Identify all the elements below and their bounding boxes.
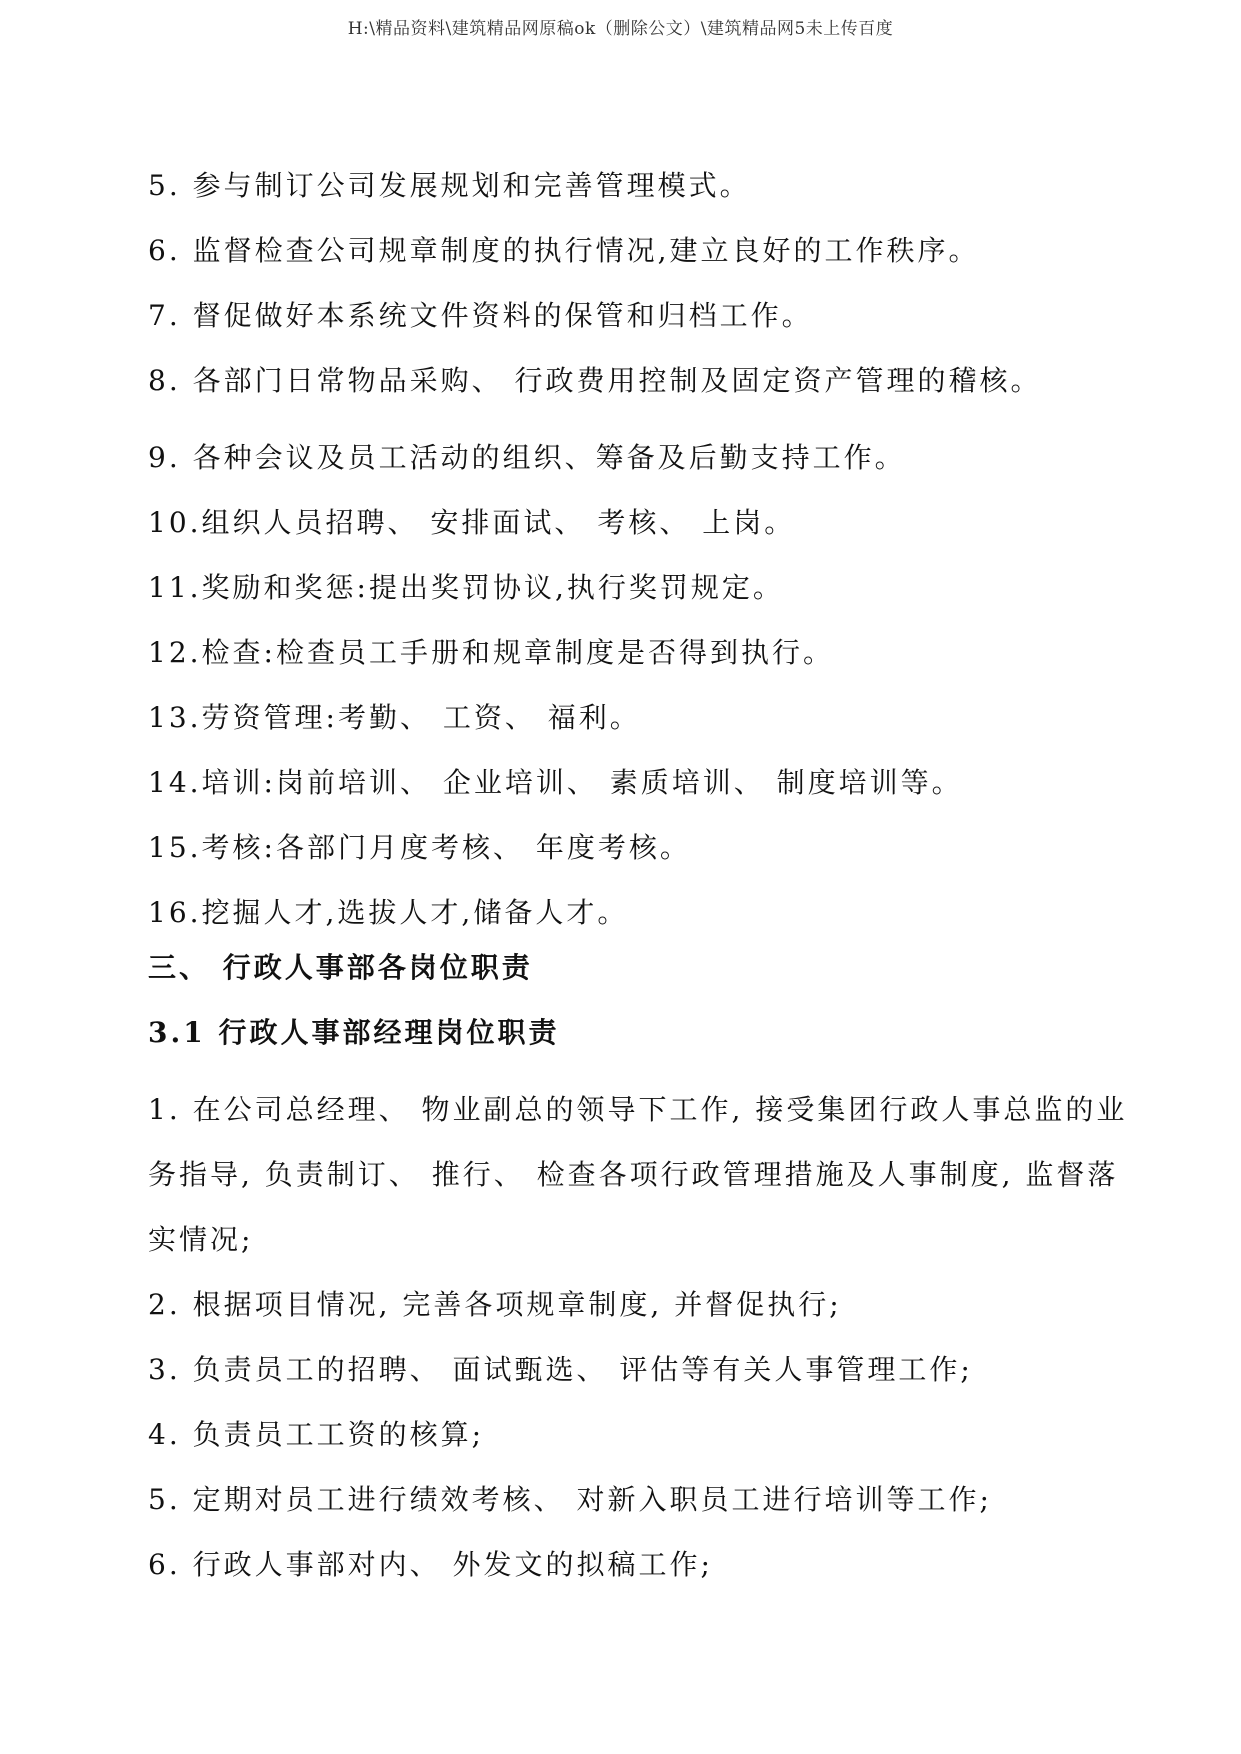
list-item: 11.奖励和奖惩:提出奖罚协议,执行奖罚规定。	[148, 571, 784, 604]
list-item: 6. 监督检查公司规章制度的执行情况,建立良好的工作秩序。	[148, 234, 980, 267]
list-item: 1. 在公司总经理、 物业副总的领导下工作, 接受集团行政人事总监的业	[148, 1093, 1128, 1126]
list-item: 3. 负责员工的招聘、 面试甄选、 评估等有关人事管理工作;	[148, 1353, 973, 1386]
list-item: 10.组织人员招聘、 安排面试、 考核、 上岗。	[148, 506, 796, 539]
list-item: 实情况;	[148, 1223, 254, 1256]
list-item: 14.培训:岗前培训、 企业培训、 素质培训、 制度培训等。	[148, 766, 963, 799]
section-subtitle: 3.1 行政人事部经理岗位职责	[148, 1016, 560, 1049]
list-item: 13.劳资管理:考勤、 工资、 福利。	[148, 701, 641, 734]
list-item: 5. 定期对员工进行绩效考核、 对新入职员工进行培训等工作;	[148, 1483, 992, 1516]
list-item: 12.检查:检查员工手册和规章制度是否得到执行。	[148, 636, 834, 669]
list-item: 7. 督促做好本系统文件资料的保管和归档工作。	[148, 299, 813, 332]
list-item: 15.考核:各部门月度考核、 年度考核。	[148, 831, 691, 864]
list-item: 9. 各种会议及员工活动的组织、筹备及后勤支持工作。	[148, 441, 906, 474]
list-item: 务指导, 负责制订、 推行、 检查各项行政管理措施及人事制度, 监督落	[148, 1158, 1119, 1191]
list-item: 16.挖掘人才,选拔人才,储备人才。	[148, 896, 629, 929]
section-title: 三、 行政人事部各岗位职责	[148, 951, 533, 984]
list-item: 6. 行政人事部对内、 外发文的拟稿工作;	[148, 1548, 713, 1581]
list-item: 5. 参与制订公司发展规划和完善管理模式。	[148, 169, 751, 202]
document-path-header: H:\精品资料\建筑精品网原稿ok（删除公文）\建筑精品网5未上传百度	[347, 19, 894, 39]
list-item: 8. 各部门日常物品采购、 行政费用控制及固定资产管理的稽核。	[148, 364, 1042, 397]
list-item: 4. 负责员工工资的核算;	[148, 1418, 485, 1451]
list-item: 2. 根据项目情况, 完善各项规章制度, 并督促执行;	[148, 1288, 842, 1321]
